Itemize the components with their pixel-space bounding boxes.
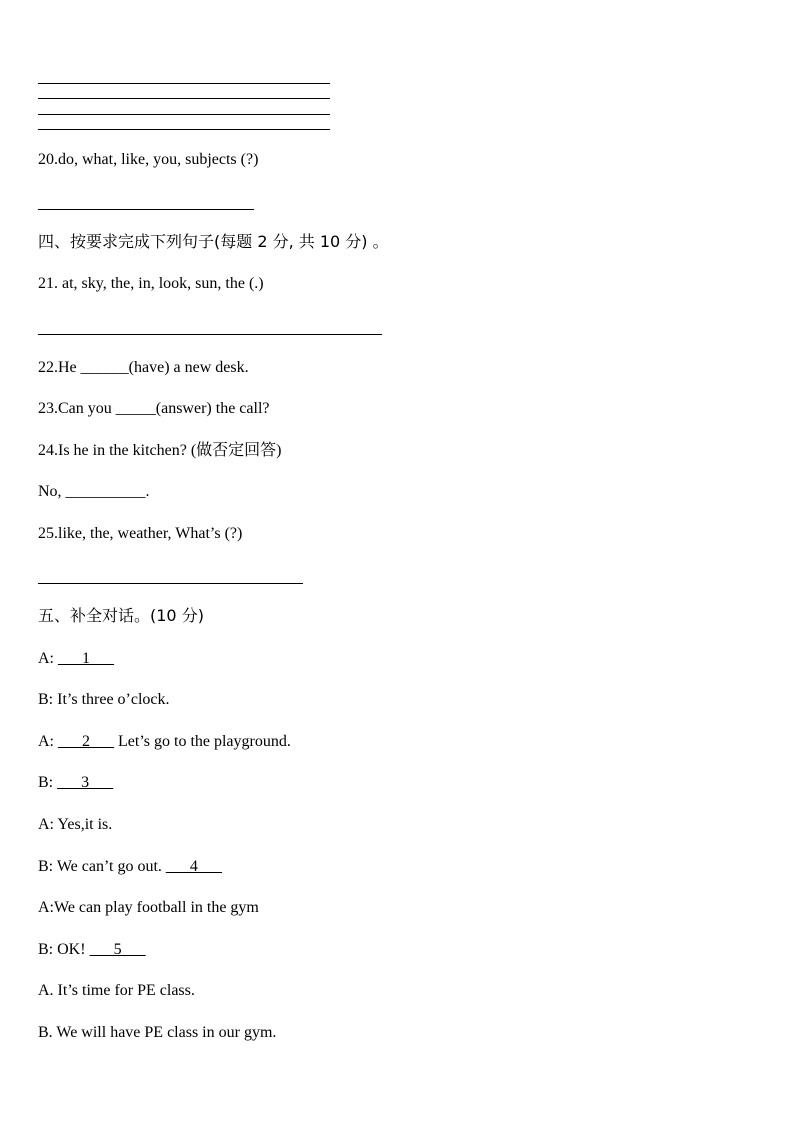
question-24: 24.Is he in the kitchen? (做否定回答): [38, 442, 282, 459]
speaker-label: A:: [38, 733, 58, 750]
blank-4[interactable]: ___4___: [165, 858, 222, 875]
speaker-label: B:: [38, 774, 58, 791]
dialogue-line-2: B: It’s three o’clock.: [38, 691, 170, 708]
dialogue-line-3: [38, 732, 291, 752]
section-four-heading: 四、按要求完成下列句子(每题 2 分, 共 10 分) 。: [38, 232, 389, 251]
question-25: 25.like, the, weather, What’s (?): [38, 525, 243, 542]
option-b: B. We will have PE class in our gym.: [38, 1024, 277, 1041]
writing-rule: [38, 83, 330, 84]
writing-rule: [38, 98, 330, 99]
question-23: 23.Can you _____(answer) the call?: [38, 400, 270, 417]
writing-rule: [38, 114, 330, 115]
dialogue-line-4: [38, 773, 113, 793]
dialogue-line-7: A:We can play football in the gym: [38, 899, 259, 916]
writing-rule: [38, 129, 330, 130]
question-20: 20.do, what, like, you, subjects (?): [38, 151, 259, 168]
blank-2[interactable]: ___2___: [58, 733, 114, 750]
answer-line-21[interactable]: [38, 334, 382, 335]
question-21: 21. at, sky, the, in, look, sun, the (.): [38, 275, 264, 292]
speaker-label: A:: [38, 650, 58, 667]
answer-line-20[interactable]: [38, 209, 254, 210]
blank-5[interactable]: ___5___: [89, 941, 146, 958]
dialogue-text: B: OK!: [38, 941, 90, 958]
question-24-answer: No, __________.: [38, 483, 150, 500]
answer-line-25[interactable]: [38, 583, 303, 584]
dialogue-line-1: [38, 649, 114, 669]
section-five-heading: 五、补全对话。(10 分): [38, 606, 204, 625]
dialogue-text: Let’s go to the playground.: [114, 733, 291, 750]
option-a: A. It’s time for PE class.: [38, 982, 195, 999]
dialogue-text: B: We can’t go out.: [38, 858, 166, 875]
dialogue-line-6: [38, 857, 222, 877]
blank-1[interactable]: ___1___: [58, 650, 114, 667]
dialogue-line-5: A: Yes,it is.: [38, 816, 113, 833]
dialogue-line-8: [38, 940, 146, 960]
blank-3[interactable]: ___3___: [57, 774, 114, 791]
question-22: 22.He ______(have) a new desk.: [38, 359, 249, 376]
